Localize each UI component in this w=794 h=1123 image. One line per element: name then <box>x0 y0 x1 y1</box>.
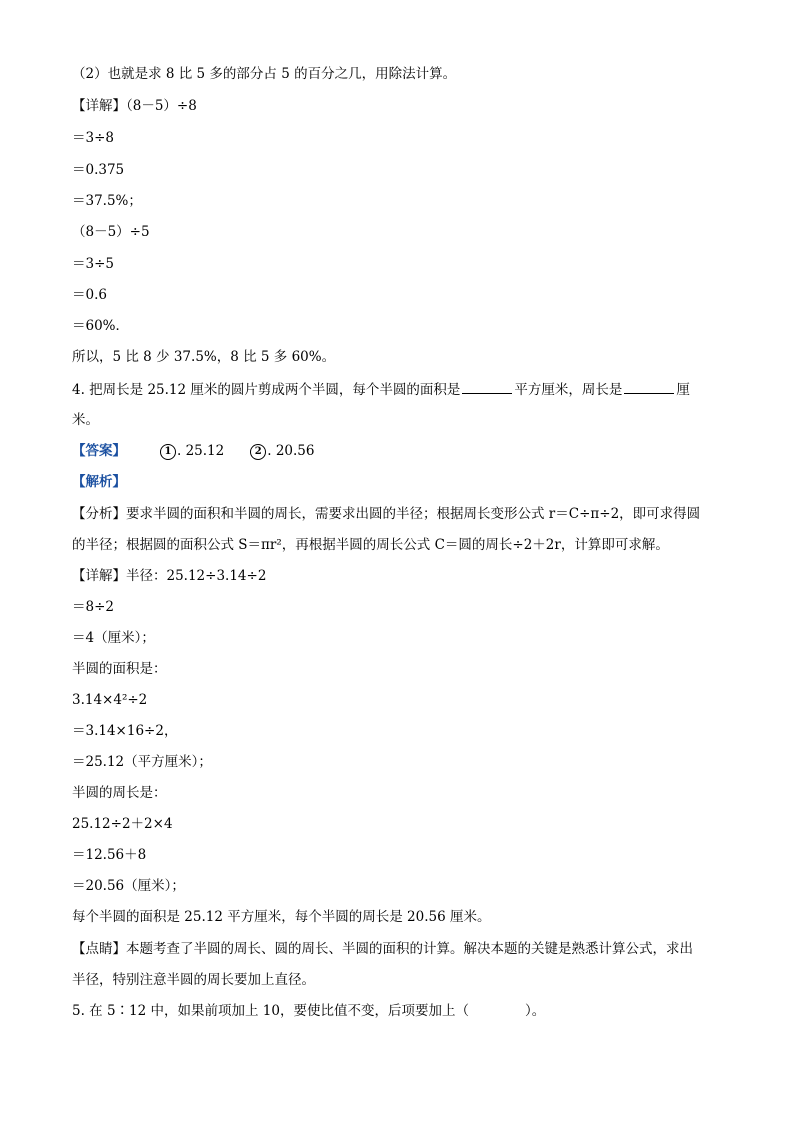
answer-blank-1[interactable] <box>462 379 512 394</box>
detail-summary: 每个半圆的面积是 25.12 平方厘米，每个半圆的周长是 20.56 厘米。 <box>72 909 491 925</box>
detail-line: 25.12÷2＋2×4 <box>72 816 173 832</box>
answer-value-1: . 25.12 <box>177 443 225 459</box>
equation: ＝0.375 <box>72 162 125 178</box>
detail-line: 半圆的周长是： <box>72 785 167 801</box>
detail-first: 【详解】半径：25.12÷3.14÷2 <box>72 568 267 584</box>
section-label: 【分析】 <box>72 506 126 522</box>
equation: ＝37.5%； <box>72 193 142 209</box>
dianjing-line-2: 半径，特别注意半圆的周长要加上直径。 <box>72 972 315 988</box>
answer-label: 【答案】 <box>72 443 126 459</box>
detail-line: 半圆的面积是： <box>72 661 167 677</box>
question-4: 4. 把周长是 25.12 厘米的圆片剪成两个半圆，每个半圆的面积是 平方厘米，周长是 厘 <box>72 379 690 400</box>
answer-blank-2[interactable] <box>624 379 674 394</box>
dianjing-line-1: 【点睛】本题考查了半圆的周长、圆的周长、半圆的面积的计算。解决本题的关键是熟悉计算公式，求出 <box>72 941 693 957</box>
conclusion-line: 所以，5 比 8 少 37.5%，8 比 5 多 60%。 <box>72 349 336 365</box>
equation: ＝0.6 <box>72 287 107 303</box>
circled-number-2: 2 <box>250 444 266 460</box>
fenxi-line-1: 【分析】要求半圆的面积和半圆的周长，需要求出圆的半径；根据周长变形公式 r＝C÷π÷2，即可求得圆 <box>72 506 701 522</box>
question-5: 5. 在 5∶12 中，如果前项加上 10，要使比值不变，后项要加上（ ）。 <box>72 1003 546 1019</box>
section-label: 【点睛】 <box>72 941 126 957</box>
answer-line <box>72 441 314 461</box>
detail-line: ＝20.56（厘米）； <box>72 878 185 894</box>
answer-value-2: . 20.56 <box>267 443 315 459</box>
section-label: 【详解】 <box>72 568 126 584</box>
section-label: 【详解】 <box>72 98 126 114</box>
detail-line: ＝8÷2 <box>72 599 114 615</box>
equation: ＝3÷5 <box>72 256 114 272</box>
equation: ＝60%． <box>72 318 130 334</box>
equation: （8－5）÷5 <box>72 224 150 240</box>
detail-line: ＝4（厘米）； <box>72 630 155 646</box>
equation: （8－5）÷8 <box>126 98 197 114</box>
detail-line: ＝3.14×16÷2， <box>72 723 178 739</box>
circled-number-1: 1 <box>160 444 176 460</box>
detail-line: 3.14×4²÷2 <box>72 692 148 708</box>
detail-line: ＝12.56＋8 <box>72 847 147 863</box>
text-line: （2）也就是求 8 比 5 多的部分占 5 的百分之几，用除法计算。 <box>72 66 457 82</box>
detail-line: ＝25.12（平方厘米）； <box>72 754 212 770</box>
analysis-label: 【解析】 <box>72 474 126 490</box>
equation: ＝3÷8 <box>72 130 114 146</box>
fenxi-line-2: 的半径；根据圆的面积公式 S＝πr²，再根据半圆的周长公式 C＝圆的周长÷2＋2r，计算即可求解。 <box>72 537 669 553</box>
text-line <box>72 96 197 116</box>
question-4-cont: 米。 <box>72 412 99 428</box>
